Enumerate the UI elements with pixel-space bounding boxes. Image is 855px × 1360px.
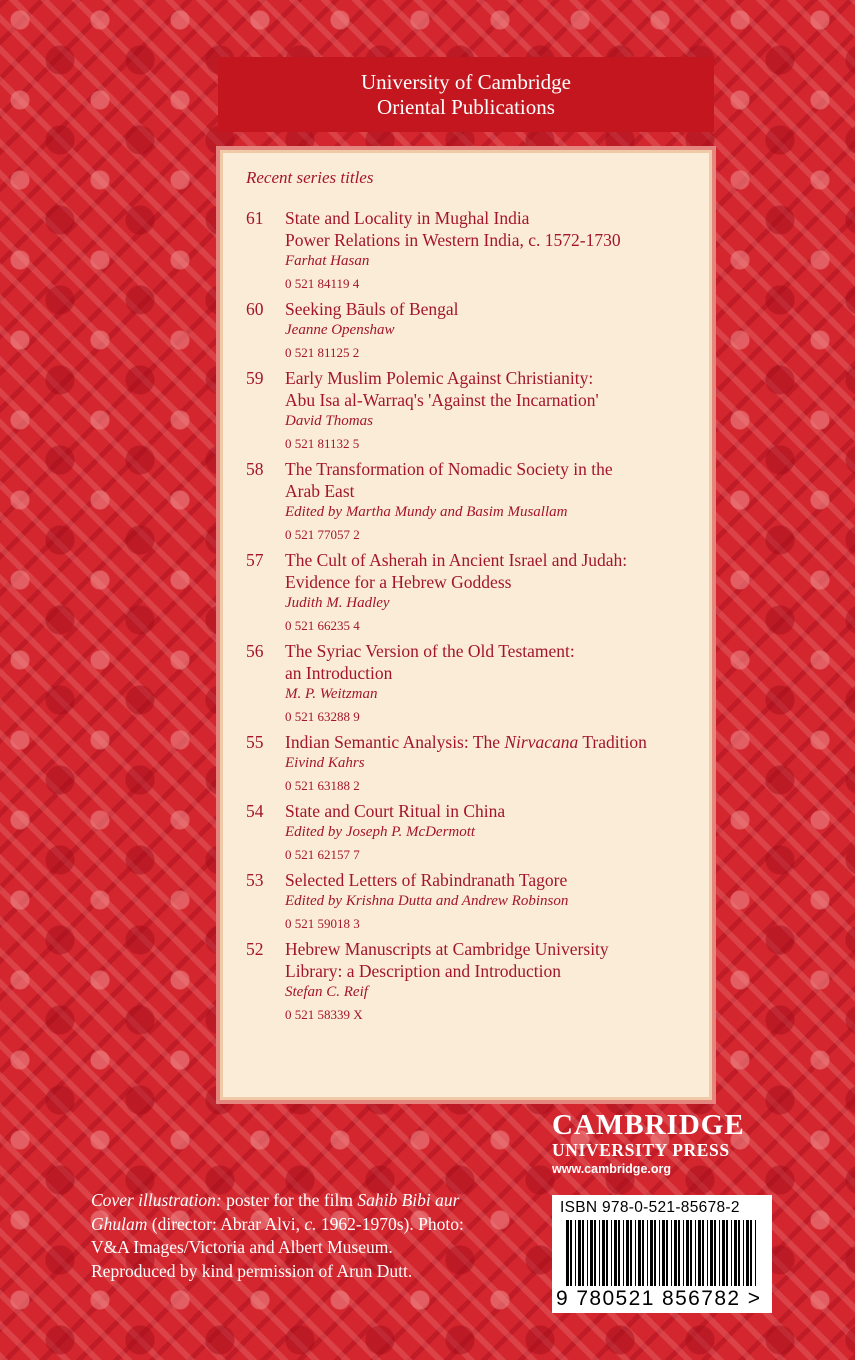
series-title-entry — [246, 549, 706, 635]
barcode-bar — [731, 1220, 732, 1286]
title-line: Selected Letters of Rabindranath Tagore — [285, 870, 568, 890]
series-number: 58 — [246, 459, 264, 479]
publisher-url[interactable]: www.cambridge.org — [552, 1162, 672, 1176]
barcode-bar — [611, 1220, 612, 1286]
series-title-entry — [246, 938, 706, 1024]
barcode-bar — [626, 1220, 629, 1286]
barcode-bar — [659, 1220, 660, 1286]
title-isbn: 0 521 58339 X — [285, 1007, 363, 1022]
caption-label: Cover illustration: — [91, 1190, 222, 1210]
barcode-bar — [599, 1220, 600, 1286]
barcode-image — [566, 1220, 758, 1286]
barcode-bar — [630, 1220, 632, 1286]
barcode-bar — [587, 1220, 588, 1286]
barcode-bar — [750, 1220, 752, 1286]
title-line: Hebrew Manuscripts at Cambridge University — [285, 939, 609, 959]
series-number: 59 — [246, 368, 264, 388]
barcode-bar — [734, 1220, 737, 1286]
title-isbn: 0 521 81125 2 — [285, 345, 360, 360]
barcode-bar — [671, 1220, 672, 1286]
title-author: Jeanne Openshaw — [285, 322, 395, 338]
series-title-entry — [246, 640, 706, 726]
barcode-bar — [743, 1220, 744, 1286]
title-isbn: 0 521 63188 2 — [285, 778, 360, 793]
series-number: 53 — [246, 870, 264, 890]
barcode-bar — [738, 1220, 740, 1286]
barcode-bar — [714, 1220, 716, 1286]
series-title-entry — [246, 458, 706, 544]
barcode-bar — [695, 1220, 696, 1286]
series-number: 60 — [246, 299, 264, 319]
barcode-bar — [575, 1220, 576, 1286]
title-line: The Cult of Asherah in Ancient Israel and Judah: — [285, 550, 628, 570]
title-line — [285, 731, 706, 753]
title-line: an Introduction — [285, 663, 393, 683]
barcode-bar — [722, 1220, 725, 1286]
barcode-bar — [686, 1220, 689, 1286]
barcode-box — [552, 1195, 772, 1313]
series-title-entry — [246, 869, 706, 933]
barcode-bar — [606, 1220, 608, 1286]
barcode-bar — [594, 1220, 596, 1286]
series-title-entry — [246, 800, 706, 864]
panel-heading: Recent series titles — [246, 168, 374, 187]
barcode-bar — [755, 1220, 756, 1286]
barcode-bar — [570, 1220, 572, 1286]
title-line: State and Court Ritual in China — [285, 801, 506, 821]
title-isbn: 0 521 62157 7 — [285, 847, 360, 862]
series-title-entry — [246, 298, 706, 362]
title-author: Edited by Krishna Dutta and Andrew Robinson — [285, 893, 569, 909]
barcode-bar — [654, 1220, 656, 1286]
title-isbn: 0 521 66235 4 — [285, 618, 360, 633]
barcode-bar — [642, 1220, 644, 1286]
title-author: Stefan C. Reif — [285, 984, 368, 1000]
title-segment: Tradition — [578, 732, 647, 752]
barcode-bar — [566, 1220, 569, 1286]
title-author: Farhat Hasan — [285, 253, 370, 269]
title-isbn: 0 521 81132 5 — [285, 436, 360, 451]
barcode-bar — [662, 1220, 665, 1286]
barcode-bar — [590, 1220, 593, 1286]
barcode-bar — [707, 1220, 708, 1286]
title-line: Power Relations in Western India, c. 1572-1730 — [285, 230, 621, 250]
series-number: 55 — [246, 732, 264, 752]
isbn-label: ISBN 978-0-521-85678-2 — [560, 1199, 740, 1216]
title-line: Abu Isa al-Warraq's 'Against the Incarnation' — [285, 390, 599, 410]
title-line: The Syriac Version of the Old Testament: — [285, 641, 575, 661]
barcode-bar — [614, 1220, 617, 1286]
caption-film-title: Sahib Bibi aur Ghulam — [91, 1190, 460, 1234]
barcode-digits: 9 780521 856782 > — [556, 1287, 762, 1310]
title-line: Arab East — [285, 481, 355, 501]
series-name-line1: University of Cambridge — [361, 69, 571, 94]
barcode-bar — [678, 1220, 680, 1286]
series-number: 56 — [246, 641, 264, 661]
barcode-bar — [638, 1220, 641, 1286]
publisher-name: CAMBRIDGE — [552, 1109, 745, 1141]
caption-circa: c. — [304, 1213, 317, 1234]
caption-text-2: (director: Abrar Alvi, — [147, 1213, 305, 1234]
barcode-bar — [650, 1220, 653, 1286]
barcode-bar — [578, 1220, 581, 1286]
series-title-entry — [246, 367, 706, 453]
title-line: Library: a Description and Introduction — [285, 961, 562, 981]
title-author: Judith M. Hadley — [285, 595, 390, 611]
publisher-press: UNIVERSITY PRESS — [552, 1140, 730, 1160]
recent-titles-panel — [220, 150, 712, 1100]
barcode-bar — [623, 1220, 624, 1286]
publisher-logo — [552, 1110, 776, 1178]
series-number: 52 — [246, 939, 264, 959]
title-line: State and Locality in Mughal India — [285, 208, 530, 228]
title-segment: Nirvacana — [504, 732, 579, 752]
title-author: Edited by Joseph P. McDermott — [285, 824, 476, 840]
series-title-entry — [246, 207, 706, 293]
title-isbn: 0 521 59018 3 — [285, 916, 360, 931]
barcode-bar — [618, 1220, 620, 1286]
barcode-bar — [690, 1220, 692, 1286]
title-author: M. P. Weitzman — [285, 686, 378, 702]
barcode-bar — [719, 1220, 720, 1286]
title-author: Edited by Martha Mundy and Basim Musallam — [285, 504, 568, 520]
barcode-bar — [635, 1220, 636, 1286]
series-name-line2: Oriental Publications — [377, 94, 555, 119]
barcode-bar — [647, 1220, 648, 1286]
series-number: 57 — [246, 550, 264, 570]
title-author: Eivind Kahrs — [285, 755, 365, 771]
title-line: Early Muslim Polemic Against Christianity: — [285, 368, 594, 388]
barcode-bar — [710, 1220, 713, 1286]
cover-caption — [91, 1189, 471, 1283]
series-title-entry — [246, 731, 706, 795]
barcode-bar — [726, 1220, 728, 1286]
title-isbn: 0 521 84119 4 — [285, 276, 360, 291]
title-list — [246, 207, 706, 1029]
caption-text-1: poster for the film — [221, 1190, 358, 1210]
barcode-bar — [602, 1220, 605, 1286]
series-number: 61 — [246, 208, 264, 228]
series-number: 54 — [246, 801, 264, 821]
title-line: Evidence for a Hebrew Goddess — [285, 572, 512, 592]
barcode-bar — [702, 1220, 704, 1286]
title-author: David Thomas — [285, 413, 373, 429]
title-line: Seeking Bāuls of Bengal — [285, 299, 459, 319]
barcode-bar — [582, 1220, 584, 1286]
title-isbn: 0 521 77057 2 — [285, 527, 360, 542]
barcode-bar — [698, 1220, 701, 1286]
title-segment: Indian Semantic Analysis: The — [285, 732, 505, 752]
barcode-bar — [666, 1220, 668, 1286]
series-banner — [218, 57, 714, 132]
barcode-bar — [674, 1220, 677, 1286]
title-isbn: 0 521 63288 9 — [285, 709, 360, 724]
caption-text-3: 1962-1970s). Photo: V&A Images/Victoria and Albert Museum. Reproduced by kind permission of Arun Dutt. — [91, 1213, 464, 1281]
title-line: The Transformation of Nomadic Society in the — [285, 459, 613, 479]
barcode-bar — [683, 1220, 684, 1286]
barcode-bar — [746, 1220, 749, 1286]
